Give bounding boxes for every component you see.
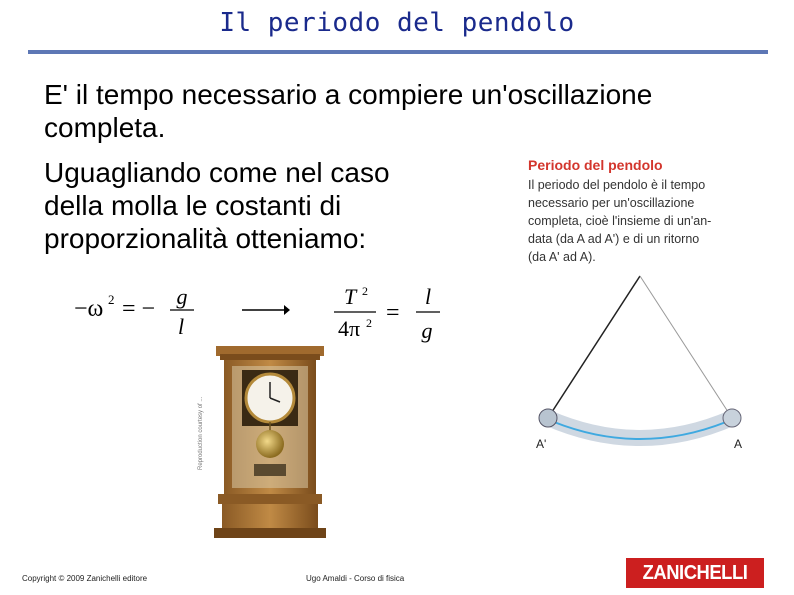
footer-author: Ugo Amaldi - Corso di fisica xyxy=(306,574,405,583)
eq-period-T-exp: 2 xyxy=(362,284,368,298)
pendulum-clock-image xyxy=(214,344,326,540)
eq-period-T: T xyxy=(344,284,357,309)
zanichelli-logo: ZANICHELLI xyxy=(626,558,764,588)
eq-omega-denominator: l xyxy=(177,314,185,339)
pendulum-diagram xyxy=(522,272,772,452)
equation-period xyxy=(332,282,452,352)
book-excerpt-line: necessario per un'oscillazione xyxy=(528,196,695,210)
label-A: A xyxy=(734,437,743,451)
definition-text xyxy=(44,78,784,144)
pendulum-string-right xyxy=(640,276,732,418)
explanation-line-1: Uguagliando come nel caso xyxy=(44,157,390,188)
eq-omega-exp: 2 xyxy=(108,292,115,307)
book-excerpt-title: Periodo del pendolo xyxy=(528,157,663,173)
footer-copyright: Copyright © 2009 Zanichelli editore xyxy=(22,574,148,583)
explanation-line-3: proporzionalità otteniamo: xyxy=(44,223,367,254)
explanation-line-2: della molla le costanti di xyxy=(44,190,342,221)
slide-title: Il periodo del pendolo xyxy=(219,8,575,38)
book-excerpt xyxy=(528,156,778,266)
explanation-text xyxy=(44,156,484,255)
book-excerpt-line: data (da A ad A') e di un ritorno xyxy=(528,232,700,246)
pendulum-bob-left xyxy=(539,409,557,427)
title-underline xyxy=(28,50,768,54)
book-excerpt-line: (da A' ad A). xyxy=(528,250,596,264)
book-excerpt-line: Il periodo del pendolo è il tempo xyxy=(528,178,706,192)
pendulum-string-left xyxy=(548,276,640,418)
pendulum-bob-right xyxy=(723,409,741,427)
definition-line-1: E' il tempo necessario a compiere un'oscillazione xyxy=(44,79,653,110)
arrow-icon xyxy=(240,300,290,320)
eq-omega-equals: = − xyxy=(122,296,156,322)
photo-credit: Reproduction courtesy of ... xyxy=(198,396,204,470)
definition-line-2: completa. xyxy=(44,112,166,143)
eq-period-rhs-den: g xyxy=(421,318,433,343)
label-A-prime: A' xyxy=(536,437,547,451)
pendulum-arc-track xyxy=(548,418,732,438)
eq-period-equals: = xyxy=(386,300,400,326)
eq-period-rhs-num: l xyxy=(424,284,432,309)
eq-period-den: 4π xyxy=(338,316,361,341)
eq-omega-numerator: g xyxy=(176,284,188,309)
equation-omega xyxy=(74,282,214,342)
book-excerpt-line: completa, cioè l'insieme di un'an- xyxy=(528,214,712,228)
eq-omega-lhs: −ω xyxy=(74,296,104,322)
eq-period-den-exp: 2 xyxy=(366,316,372,330)
